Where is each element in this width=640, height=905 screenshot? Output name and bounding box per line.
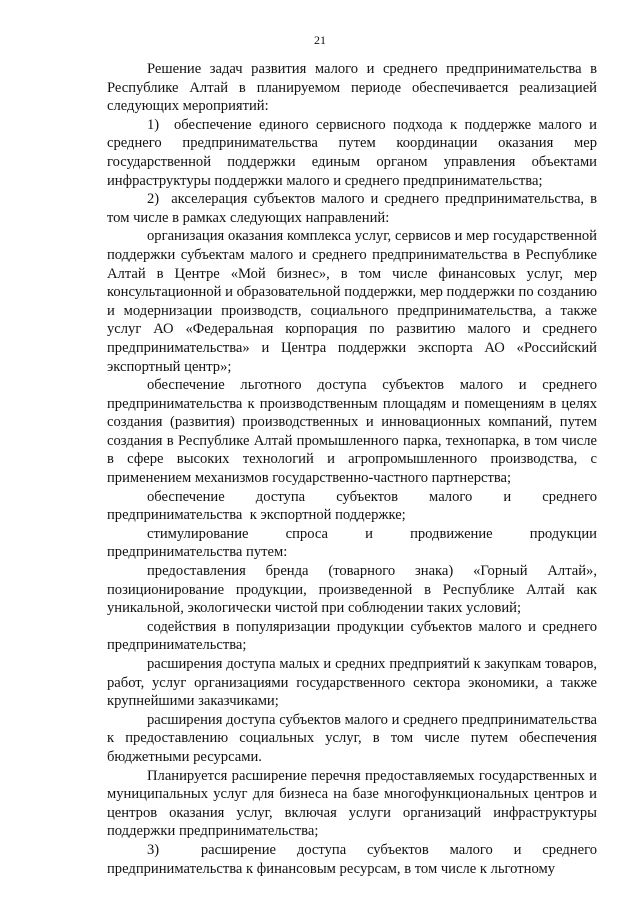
paragraph-brand: предоставления бренда (товарного знака) «Горный Алтай», позиционирование продукции, произведенной в Республике Алтай как уникальной, экологически чистой при соблюдении таких условий; [107,563,597,617]
paragraph-export-support: обеспечение доступа субъектов малого и среднего предпринимательства к экспортной поддержке; [107,488,597,524]
paragraph-mfc-services: Планируется расширение перечня предоставляемых государственных и муниципальных услуг для бизнеса на базе многофункциональных центров и центров оказания услуг, включая услуги организаций инфраструктуры поддержки предпринимательства; [107,767,597,840]
paragraph-business-center: организация оказания комплекса услуг, сервисов и мер государственной поддержки субъектам малого и среднего предпринимательства в Республике Алтай в Центре «Мой бизнес», в том числе финансовых услуг, мер консультационной и образовательной поддержки, мер поддержки по созданию и модернизации производств, социального предпринимательства, а также услуг АО «Федеральная корпорация по развитию малого и среднего предпринимательства» и Центра поддержки экспорта АО «Российский экспортный центр»; [107,228,597,375]
paragraph-item-3: 3) расширение доступа субъектов малого и среднего предпринимательства к финансовым ресурсам, в том числе к льготному [107,841,597,877]
page-number: 21 [314,33,326,47]
paragraph-item-2: 2) акселерация субъектов малого и среднего предпринимательства, в том числе в рамках следующих направлений: [107,191,597,226]
paragraph-social-services: расширения доступа субъектов малого и среднего предпринимательства к предоставлению социальных услуг, в том числе путем обеспечения бюджетными ресурсами. [107,711,597,765]
paragraph-demand-stimulation: стимулирование спроса и продвижение продукции предпринимательства путем: [107,525,597,561]
paragraph-item-1: 1) обеспечение единого сервисного подхода к поддержке малого и среднего предпринимательства путем координации оказания мер государственной поддержки единым органом управления объектами инфраструктуры поддержки малого и среднего предпринимательства; [107,116,597,189]
document-body [107,60,597,878]
paragraph-popularization: содействия в популяризации продукции субъектов малого и среднего предпринимательства; [107,618,597,654]
paragraph-procurement: расширения доступа малых и средних предприятий к закупкам товаров, работ, услуг организациями государственного сектора экономики, а также крупнейшими заказчиками; [107,656,597,710]
paragraph-industrial-park: обеспечение льготного доступа субъектов малого и среднего предпринимательства к производственным площадям и помещениям в целях создания (развития) производственных и инновационных компаний, путем создания в Республике Алтай промышленного парка, технопарка, в том числе в сфере высоких технологий и агропромышленного производства, с применением механизмов государственно-частного партнерства; [107,377,597,487]
paragraph-intro: Решение задач развития малого и среднего предпринимательства в Республике Алтай в планируемом периоде обеспечивается реализацией следующих мероприятий: [107,61,597,115]
